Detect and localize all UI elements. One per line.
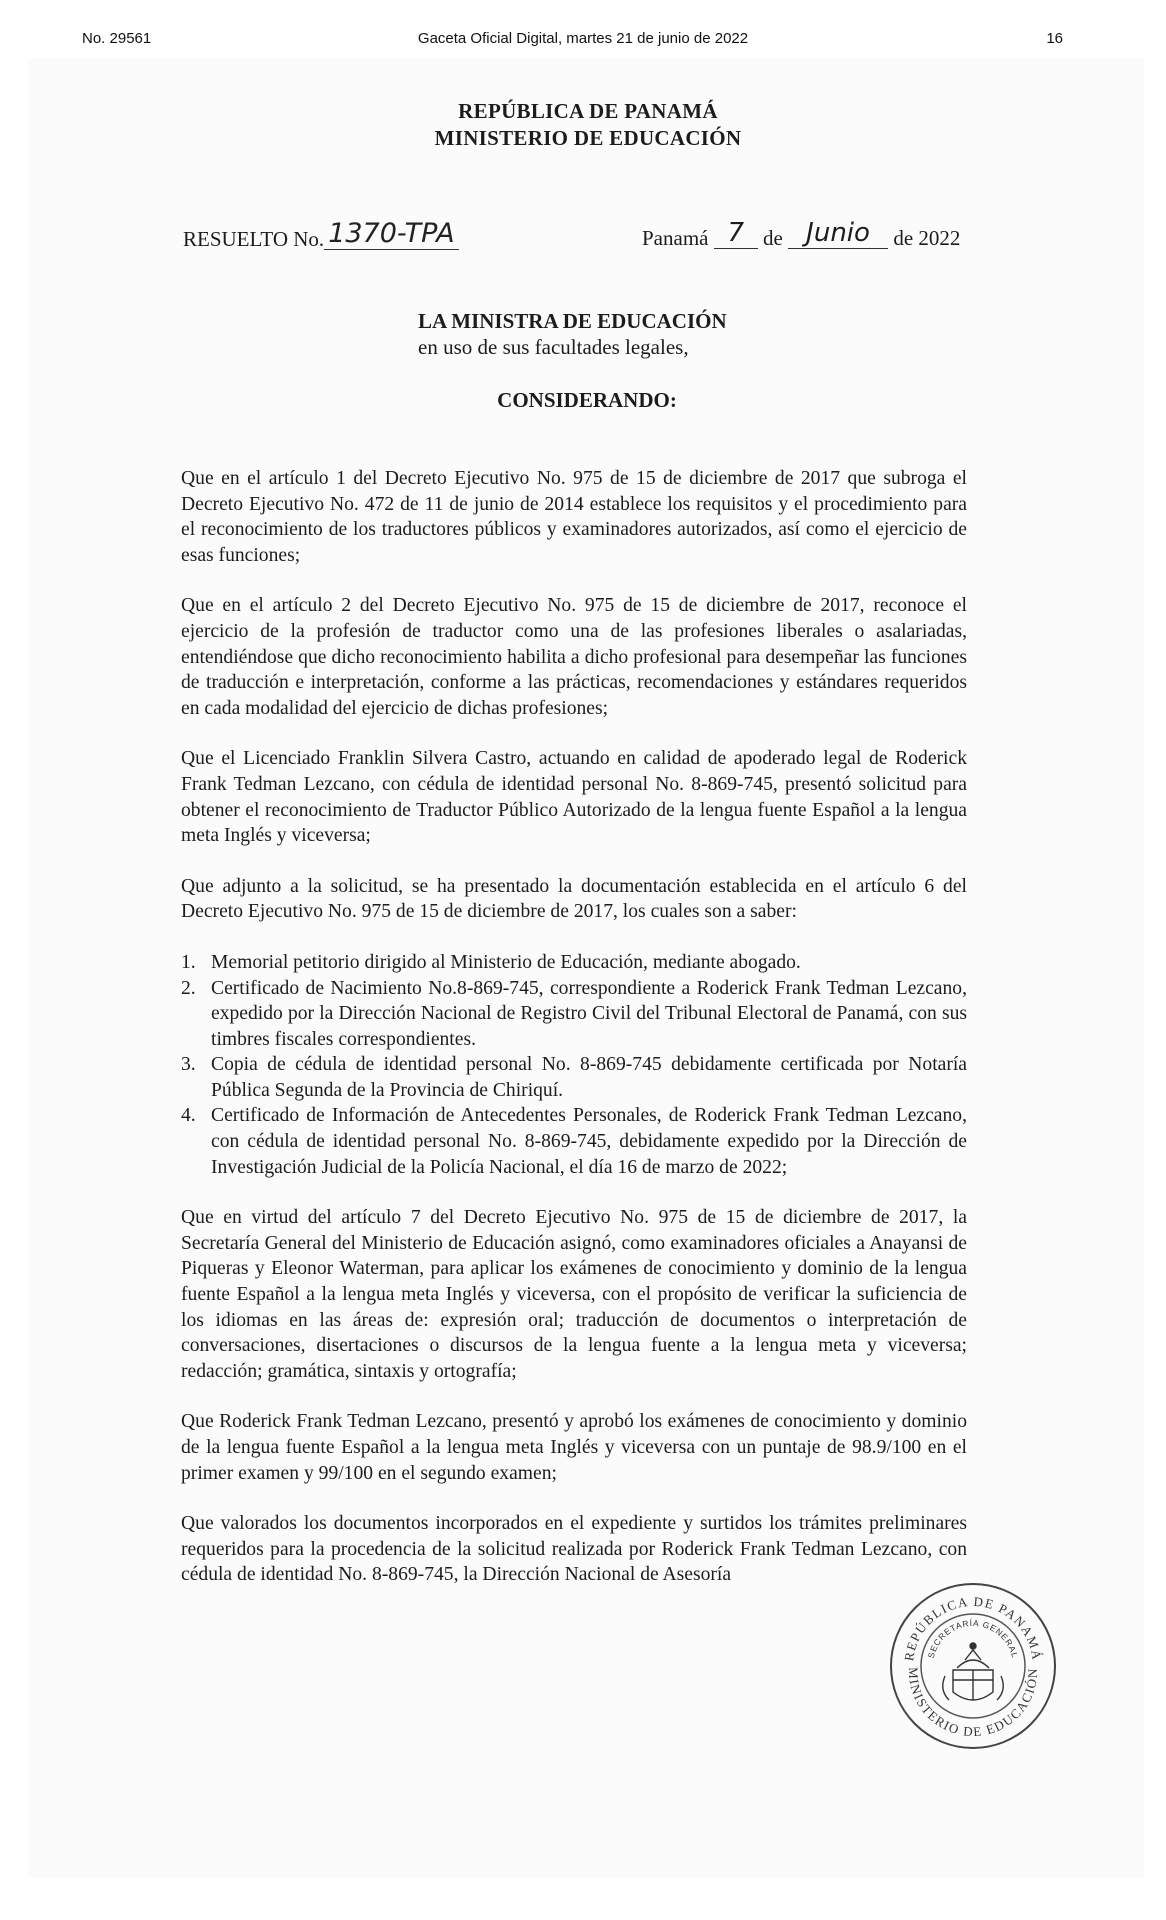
list-number: 2. bbox=[181, 977, 196, 999]
list-text: Memorial petitorio dirigido al Ministerio de Educación, mediante abogado. bbox=[211, 951, 801, 973]
list-number: 1. bbox=[181, 951, 196, 973]
list-number: 3. bbox=[181, 1054, 196, 1076]
seal-graphic bbox=[887, 1580, 1059, 1752]
gaceta-title-date: Gaceta Oficial Digital, martes 21 de junio de 2022 bbox=[417, 30, 749, 47]
list-text: Copia de cédula de identidad personal No. 8-869-745 debidamente certificada por Notaría Pública Segunda de la Provincia de Chiriquí. bbox=[211, 1054, 967, 1101]
seal-top-text: REPÚBLICA DE PANAMÁ bbox=[901, 1593, 1045, 1662]
paragraph: Que adjunto a la solicitud, se ha presentado la documentación establecida en el artículo 6 del Decreto Ejecutivo No. 975 de 15 de diciembre de 2017, los cuales son a saber: bbox=[181, 875, 967, 923]
document-heading bbox=[0, 98, 1166, 152]
list-item bbox=[181, 976, 967, 1053]
paragraph: Que el Licenciado Franklin Silvera Castro, actuando en calidad de apoderado legal de Roderick Frank Tedman Lezcano, con cédula de identidad personal No. 8-869-745, presentó solicitud para obtener el reconocimiento de Traductor Público Autorizado de la lengua fuente Español a la lengua meta Inglés y viceversa; bbox=[181, 748, 967, 847]
resuelto-number: 1370-TPA bbox=[324, 218, 458, 250]
date-month: Junio bbox=[788, 218, 888, 249]
list-number: 4. bbox=[181, 1105, 196, 1127]
paragraph: Que en el artículo 1 del Decreto Ejecutivo No. 975 de 15 de diciembre de 2017 que subroga el Decreto Ejecutivo No. 472 de 11 de junio de 2014 establece los requisitos y el procedimiento para el reconocimiento de los traductores públicos y examinadores autorizados, así como el ejercicio de esas funciones; bbox=[181, 468, 967, 566]
paragraph: Que valorados los documentos incorporados en el expediente y surtidos los trámites preliminares requeridos para la procedencia de la solicitud realizada por Roderick Frank Tedman Lezcano, con cédula de identidad No. 8-869-745, la Dirección Nacional de Asesoría bbox=[181, 1513, 967, 1586]
considerando-text: CONSIDERANDO: bbox=[497, 388, 677, 412]
paragraph: Que en el artículo 2 del Decreto Ejecutivo No. 975 de 15 de diciembre de 2017, reconoce el ejercicio de la profesión de traductor como una de las profesiones liberales o asalariadas, entendiéndose que dicho reconocimiento habilita a dicho profesional para desempeñar las funciones de traducción e interpretación, conforme a las prácticas, recomendaciones y estándares requeridos en cada modalidad del ejercicio de dichas profesiones; bbox=[181, 595, 967, 719]
authority-title: LA MINISTRA DE EDUCACIÓN bbox=[418, 309, 727, 333]
paragraph: Que Roderick Frank Tedman Lezcano, presentó y aprobó los exámenes de conocimiento y dominio de la lengua fuente Español a la lengua meta Inglés y viceversa con un puntaje de 98.9/100 en el primer examen y 99/100 en el segundo examen; bbox=[181, 1411, 967, 1484]
list-item bbox=[181, 1052, 967, 1103]
resuelto-label: RESUELTO No. bbox=[183, 227, 325, 251]
heading-ministry: MINISTERIO DE EDUCACIÓN bbox=[434, 126, 742, 150]
document-body bbox=[181, 466, 967, 1613]
paragraph: Que en virtud del artículo 7 del Decreto Ejecutivo No. 975 de 15 de diciembre de 2017, la Secretaría General del Ministerio de Educación asignó, como examinadores oficiales a Anayansi de Piqueras y Eleonor Waterman, para aplicar los exámenes de conocimiento y dominio de la lengua fuente Español a la lengua meta Inglés y viceversa, con el propósito de verificar la suficiencia de los idiomas en las áreas de: expresión oral; traducción de documentos o interpretación de conversaciones, disertaciones o discursos de la lengua fuente a la lengua meta y viceversa; redacción; gramática, sintaxis y ortografía; bbox=[181, 1207, 967, 1382]
heading-country: REPÚBLICA DE PANAMÁ bbox=[458, 99, 718, 123]
gaceta-number: No. 29561 bbox=[82, 30, 152, 47]
seal-bottom-text: MINISTERIO DE EDUCACIÓN bbox=[905, 1666, 1041, 1740]
page-number: 16 bbox=[1046, 30, 1063, 47]
date-de: de bbox=[762, 226, 783, 250]
list-text: Certificado de Nacimiento No.8-869-745, correspondiente a Roderick Frank Tedman Lezcano, expedido por la Dirección Nacional de Registro Civil del Tribunal Electoral de Panamá, con sus timbres fiscales correspondientes. bbox=[211, 977, 967, 1050]
document-list bbox=[181, 950, 967, 1180]
list-item bbox=[181, 1103, 967, 1180]
date-place: Panamá bbox=[642, 226, 709, 250]
date-year: de 2022 bbox=[893, 226, 961, 250]
list-item bbox=[181, 950, 967, 976]
resuelto-line bbox=[183, 218, 459, 253]
date-day: 7 bbox=[714, 218, 758, 249]
date-line bbox=[642, 218, 961, 253]
authority-subtitle: en uso de sus facultades legales, bbox=[418, 335, 689, 359]
seal-inner-text: SECRETARÍA GENERAL bbox=[925, 1617, 1021, 1660]
authority-block bbox=[418, 308, 727, 360]
svg-text:SECRETARÍA GENERAL bbox=[926, 1618, 1020, 1659]
list-text: Certificado de Información de Antecedentes Personales, de Roderick Frank Tedman Lezcano, con cédula de identidad personal No. 8-869-745, debidamente expedido por la Dirección de Investigación Judicial de la Policía Nacional, el día 16 de marzo de 2022; bbox=[211, 1105, 967, 1178]
coat-of-arms-icon bbox=[943, 1643, 1004, 1700]
considerando-heading bbox=[0, 388, 1166, 413]
gaceta-header bbox=[0, 30, 1166, 54]
official-seal bbox=[887, 1580, 1059, 1752]
